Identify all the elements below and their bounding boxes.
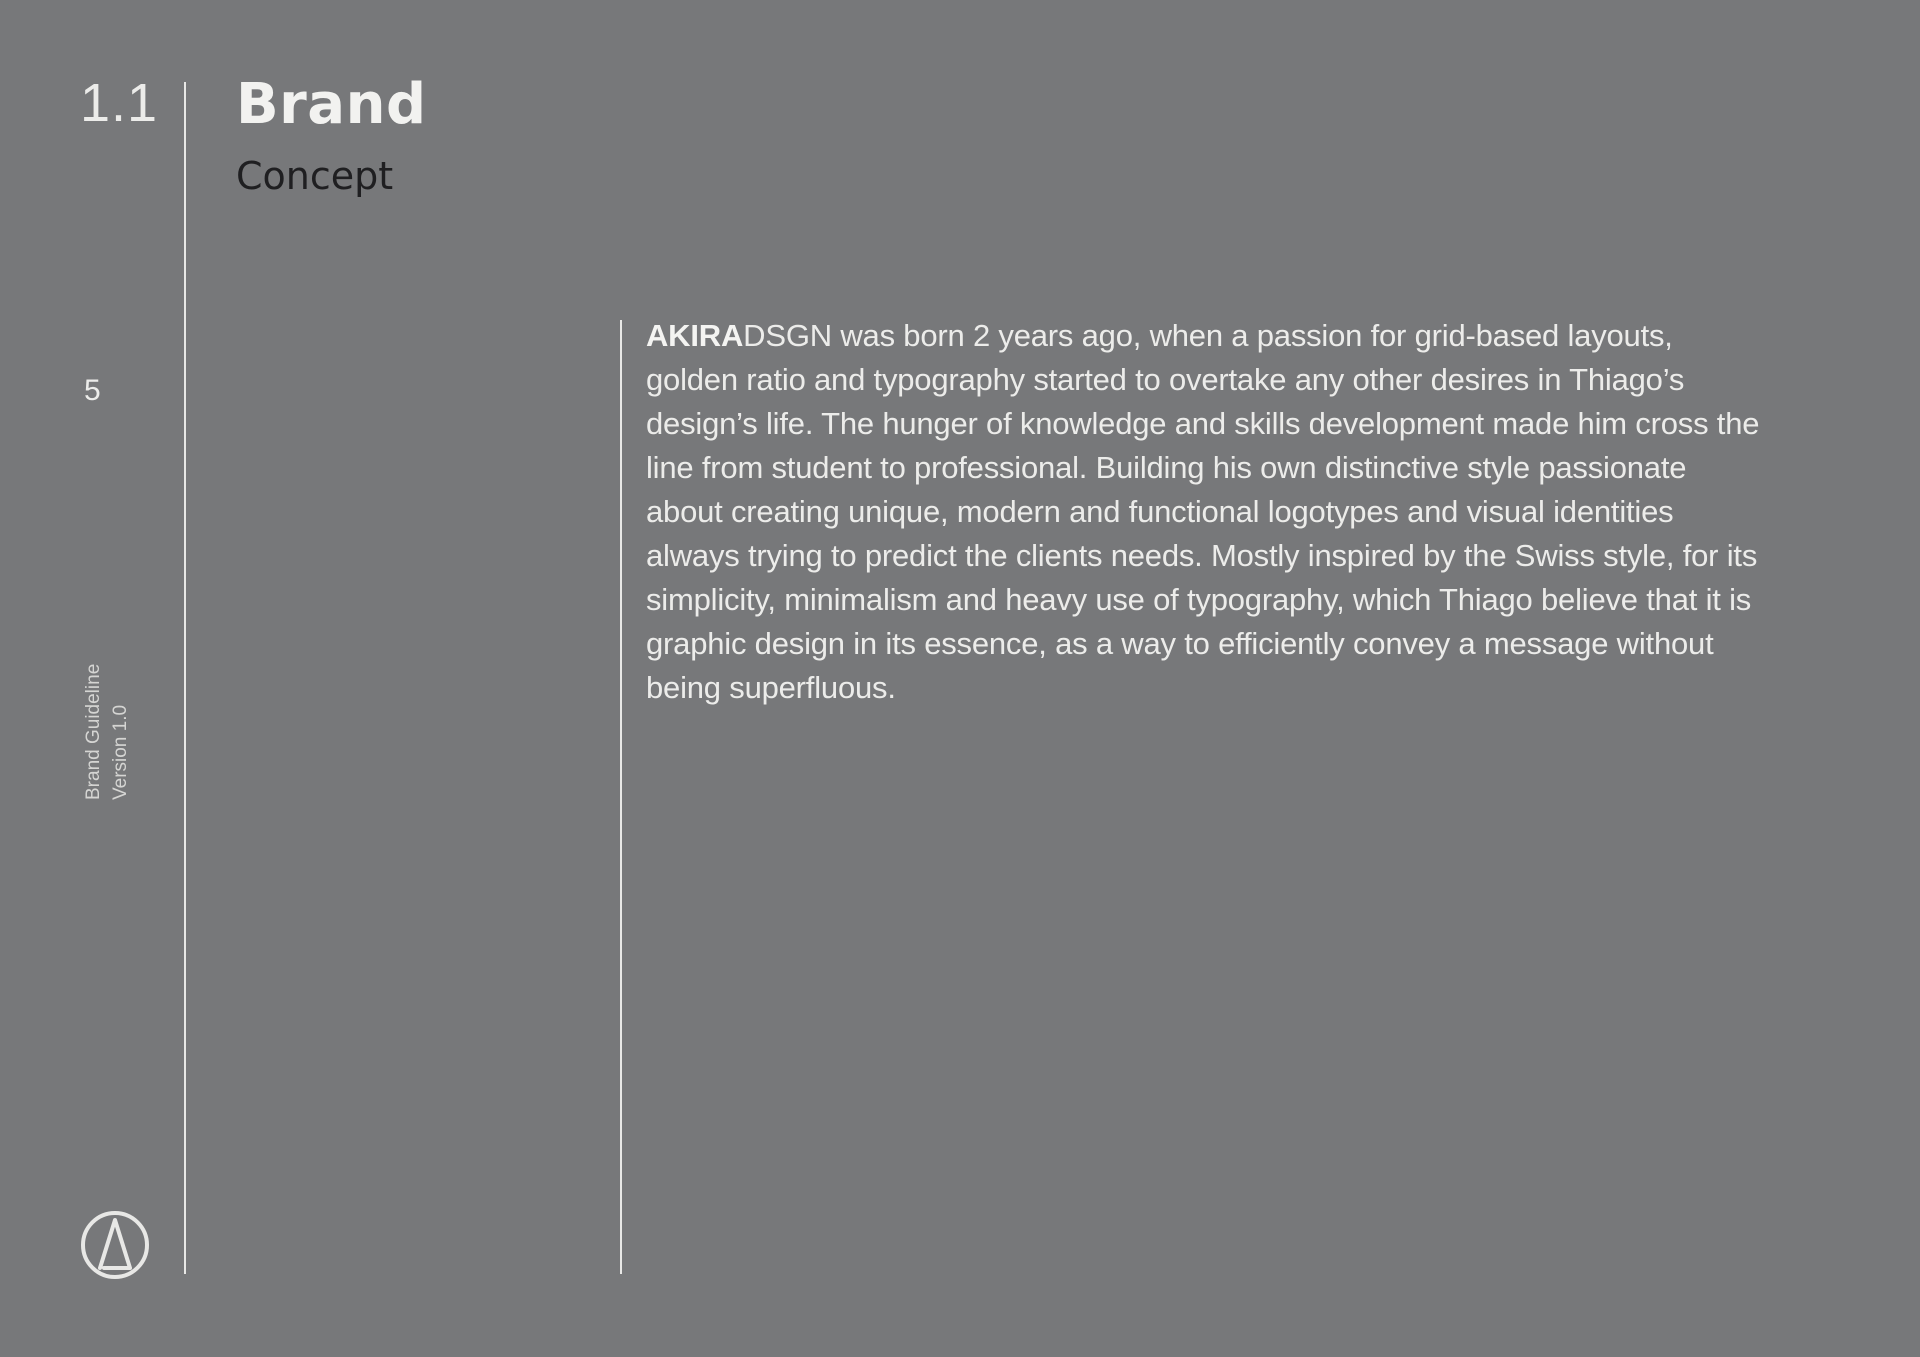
section-number: 1.1 [80, 73, 159, 133]
document-name: Brand Guideline [83, 663, 104, 800]
brand-name-strong: AKIRA [646, 318, 744, 353]
akira-logo-icon [80, 1210, 150, 1280]
left-divider [184, 82, 186, 1274]
concept-paragraph [646, 314, 1766, 710]
concept-body-text: was born 2 years ago, when a passion for grid-based layouts, golden ratio and typography started to overtake any other desires in Thiago’s design’s life. The hunger of knowledge and skills development made him cross the line from student to professional. Building his own distinctive style passionate about creating unique, modern and functional logotypes and visual identities always trying to predict the clients needs. Mostly inspired by the Swiss style, for its simplicity, minimalism and heavy use of typography, which Thiago believe that it is graphic design in its essence, as a way to efficiently convey a message without being superfluous. [646, 318, 1760, 705]
page-subtitle: Concept [236, 154, 394, 198]
logo-triangle [100, 1220, 130, 1268]
page-title: Brand [236, 72, 427, 137]
document-version: Version 1.0 [110, 704, 131, 800]
document-version-note [80, 600, 144, 800]
content-divider [620, 320, 622, 1274]
page-number: 5 [84, 374, 101, 407]
brand-name-light: DSGN [743, 318, 832, 353]
